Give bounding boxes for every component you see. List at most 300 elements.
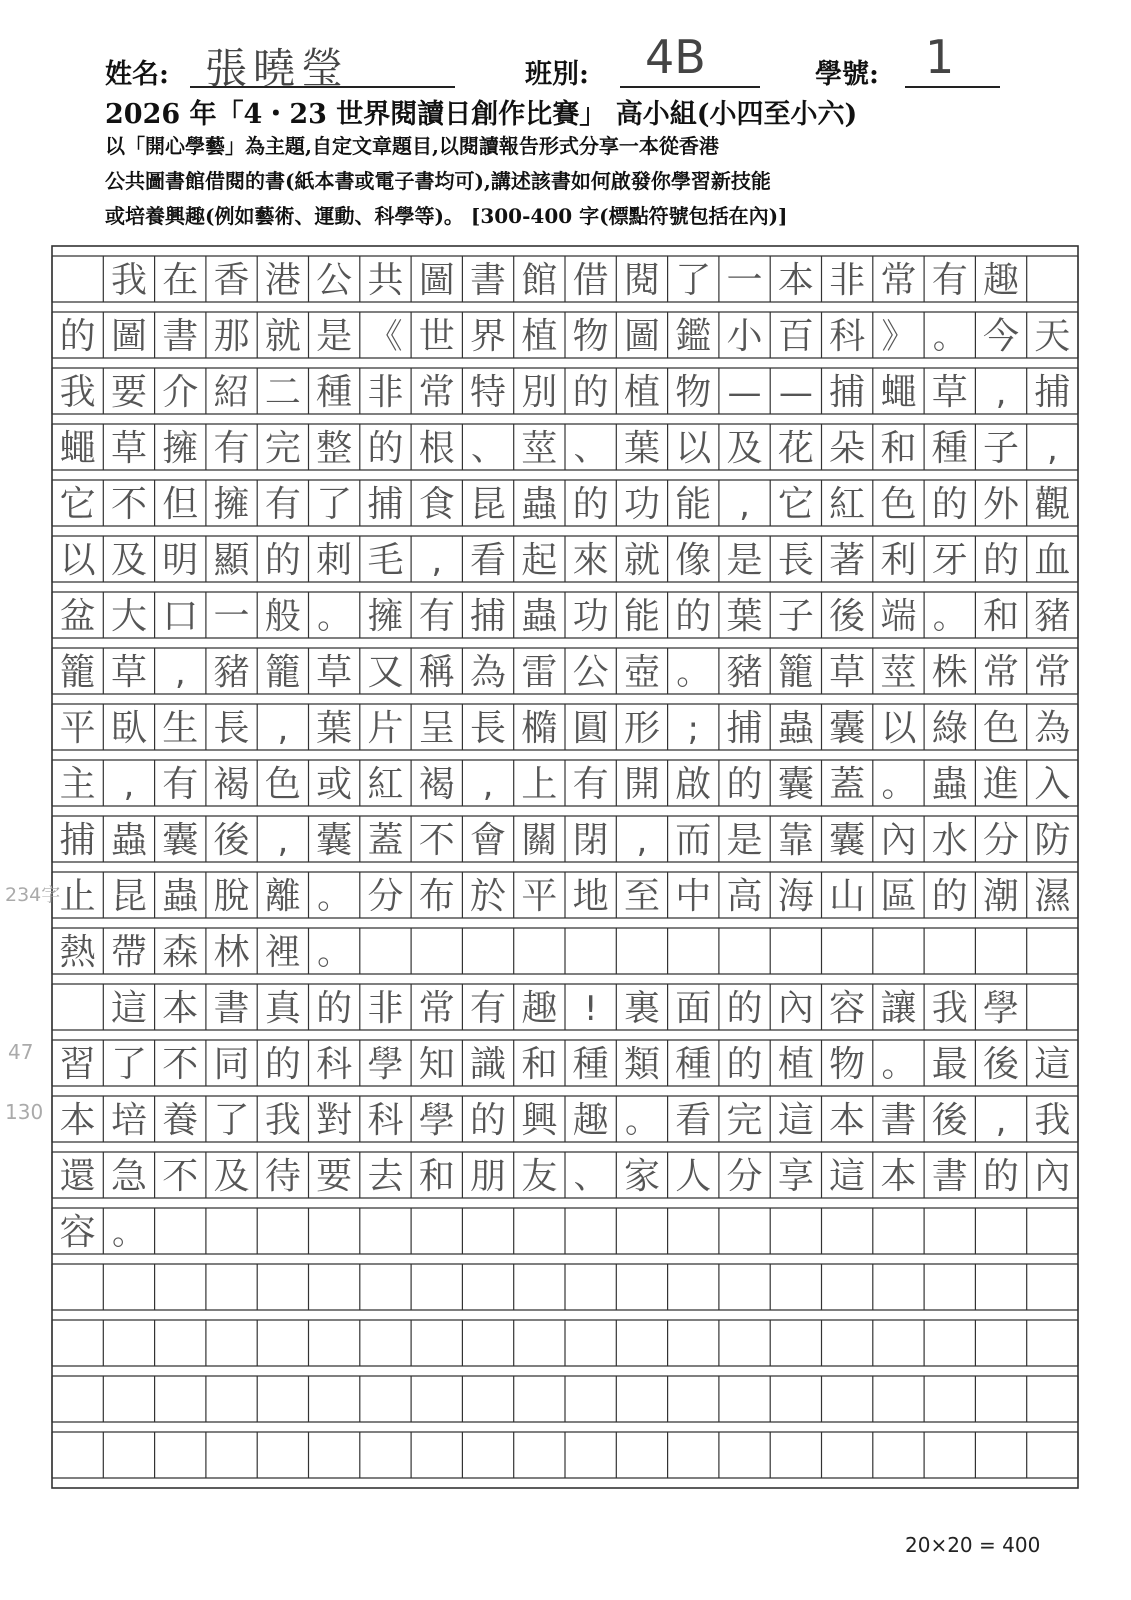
grid-row (52, 536, 1078, 582)
grid-char: 端 (880, 596, 917, 637)
grid-char: 後 (931, 1100, 968, 1141)
grid-char: 褐 (418, 764, 455, 805)
name-label: 姓名: (105, 59, 169, 90)
grid-char: 蓋 (367, 820, 404, 861)
grid-char: 擁 (367, 596, 404, 637)
grid-char: 識 (470, 1044, 507, 1085)
grid-char: 百 (777, 316, 814, 357)
grid-char: 分 (726, 1156, 763, 1197)
grid-char: 港 (264, 260, 301, 301)
grid-char: 和 (418, 1156, 455, 1197)
grid-char: 整 (316, 428, 353, 469)
grid-char: 了 (675, 260, 712, 301)
grid-char: 面 (675, 988, 712, 1029)
grid-char: 香 (213, 260, 250, 301)
grid-char: 捕 (470, 596, 507, 637)
grid-char: 牙 (931, 540, 968, 581)
grid-char: 那 (213, 316, 250, 357)
grid-char: — (778, 373, 813, 413)
grid-char: 。 (317, 933, 352, 973)
grid-char: 常 (983, 652, 1020, 693)
grid-char: 內 (1034, 1156, 1071, 1197)
grid-char: 要 (110, 372, 147, 413)
grid-char: 盆 (59, 596, 96, 637)
grid-row (52, 872, 1078, 918)
grid-char: 享 (777, 1156, 814, 1197)
grid-char: 裡 (264, 932, 301, 973)
grid-char: 以 (59, 540, 96, 581)
grid-char: 會 (470, 820, 507, 861)
grid-char: 毛 (367, 540, 404, 581)
grid-row (52, 928, 1078, 974)
grid-char: , (739, 485, 750, 525)
grid-char: , (636, 821, 648, 861)
grid-char: 囊 (316, 820, 353, 861)
grid-char: 大 (110, 596, 147, 637)
grid-char: 子 (777, 596, 814, 637)
grid-char: 去 (367, 1156, 404, 1197)
grid-char: 像 (675, 540, 712, 581)
grid-char: 紅 (367, 764, 404, 805)
grid-char: 的 (726, 764, 763, 805)
grid-char: 了 (213, 1100, 250, 1141)
grid-char: 帶 (110, 932, 147, 973)
grid-char: 類 (623, 1044, 660, 1085)
grid-row (52, 760, 1078, 806)
grid-row (52, 1152, 1078, 1198)
grid-char: 口 (162, 596, 199, 637)
grid-char: 界 (470, 316, 507, 357)
grid-char: 本 (59, 1100, 96, 1141)
grid-char: 熱 (59, 932, 96, 973)
grid-char: 上 (521, 764, 558, 805)
grid-char: 不 (162, 1156, 199, 1197)
grid-char: 進 (983, 764, 1020, 805)
grid-char: 特 (470, 372, 507, 413)
grid-char: 但 (162, 484, 199, 525)
grid-char: 我 (264, 1100, 301, 1141)
grid-char: 及 (726, 428, 763, 469)
grid-char: 為 (470, 652, 507, 693)
grid-char: 我 (110, 260, 147, 301)
grid-char: , (995, 1101, 1007, 1141)
grid-char: 草 (110, 652, 147, 693)
grid-char: 關 (521, 820, 558, 861)
grid-char: 囊 (162, 820, 199, 861)
grid-char: 、 (573, 429, 608, 469)
grid-char: 它 (777, 484, 814, 525)
grid-char: — (727, 373, 762, 413)
grid-char: 在 (162, 260, 199, 301)
class-value: 4B (645, 30, 706, 84)
grid-char: 昆 (110, 876, 147, 917)
grid-char: 這 (1034, 1044, 1071, 1085)
grid-char: 而 (675, 820, 712, 861)
grid-char: 莖 (521, 428, 558, 469)
grid-char: 就 (264, 316, 301, 357)
grid-char: 種 (675, 1044, 712, 1085)
grid-char: 色 (983, 708, 1020, 749)
grid-char: 囊 (829, 708, 866, 749)
grid-row (52, 1208, 1078, 1254)
grid-char: 、 (471, 429, 506, 469)
grid-char: 種 (572, 1044, 609, 1085)
grid-char: 至 (623, 876, 660, 917)
grid-char: 不 (162, 1044, 199, 1085)
grid-char: 囊 (829, 820, 866, 861)
grid-char: 長 (470, 708, 507, 749)
grid-char: 蟲 (110, 820, 147, 861)
grid-char: 和 (983, 596, 1020, 637)
grid-row (52, 368, 1078, 414)
grid-char: 鑑 (675, 316, 712, 357)
grid-char: 常 (880, 260, 917, 301)
grid-char: 的 (931, 484, 968, 525)
grid-char: 學 (983, 988, 1020, 1029)
grid-char: 蟲 (521, 484, 558, 525)
grid-char: 植 (521, 316, 558, 357)
grid-char: 植 (777, 1044, 814, 1085)
grid-char: 的 (367, 428, 404, 469)
grid-char: , (1046, 429, 1058, 469)
grid-char: 容 (829, 988, 866, 1029)
grid-char: 一 (726, 260, 763, 301)
grid-char: 非 (367, 372, 404, 413)
grid-char: 非 (367, 988, 404, 1029)
grid-row (52, 424, 1078, 470)
grid-char: 的 (264, 1044, 301, 1085)
grid-char: 最 (931, 1044, 968, 1085)
grid-char: 書 (162, 316, 199, 357)
grid-char: 水 (931, 820, 968, 861)
grid-row (52, 256, 1078, 302)
grid-row (52, 480, 1078, 526)
grid-char: 又 (367, 652, 404, 693)
grid-char: 學 (418, 1100, 455, 1141)
grid-char: 草 (316, 652, 353, 693)
grid-char: 學 (367, 1044, 404, 1085)
grid-char: 顯 (213, 540, 250, 581)
grid-char: 急 (110, 1156, 147, 1197)
grid-char: 圖 (418, 260, 455, 301)
grid-char: , (277, 821, 289, 861)
grid-char: 和 (521, 1044, 558, 1085)
grid-char: 待 (264, 1156, 301, 1197)
grid-char: 高 (726, 876, 763, 917)
grid-char: 圖 (623, 316, 660, 357)
grid-char: 。 (881, 765, 916, 805)
grid-char: 觀 (1034, 484, 1071, 525)
grid-char: 的 (931, 876, 968, 917)
grid-char: 書 (213, 988, 250, 1029)
grid-char: 。 (881, 1045, 916, 1085)
grid-char: 是 (316, 316, 353, 357)
grid-char: 臥 (110, 708, 147, 749)
grid-char: 擁 (213, 484, 250, 525)
grid-char: 朋 (470, 1156, 507, 1197)
grid-char: 圖 (110, 316, 147, 357)
grid-char: 小 (726, 316, 763, 357)
grid-row (52, 648, 1078, 694)
grid-char: 食 (418, 484, 455, 525)
grid-char: 靠 (777, 820, 814, 861)
grid-char: 片 (367, 708, 404, 749)
grid-char: 的 (264, 540, 301, 581)
grid-row (52, 816, 1078, 862)
grid-char: 常 (1034, 652, 1071, 693)
grid-char: 籠 (59, 652, 96, 693)
name-value: 張曉瑩 (205, 44, 350, 93)
student-no-label: 學號: (815, 59, 879, 90)
grid-char: 閱 (623, 260, 660, 301)
grid-char: 以 (675, 428, 712, 469)
grid-char: 草 (931, 372, 968, 413)
grid-char: 豬 (726, 652, 763, 693)
instruction-line-1: 以「開心學藝」為主題,自定文章題目,以閱讀報告形式分享一本從香港 (105, 134, 719, 158)
grid-char: 完 (726, 1100, 763, 1141)
grid-char: 有 (470, 988, 507, 1029)
grid-char: 的 (59, 316, 96, 357)
grid-char: 蟲 (777, 708, 814, 749)
grid-char: ; (687, 709, 699, 749)
grid-char: 分 (367, 876, 404, 917)
grid-row (52, 1264, 1078, 1310)
grid-char: 稱 (418, 652, 455, 693)
grid-char: 起 (521, 540, 558, 581)
grid-char: 同 (213, 1044, 250, 1085)
grid-char: 濕 (1034, 876, 1071, 917)
grid-char: 培 (110, 1100, 147, 1141)
grid-char: 真 (264, 988, 301, 1029)
grid-char: 花 (777, 428, 814, 469)
grid-char: 明 (162, 540, 199, 581)
grid-char: 》 (881, 317, 916, 357)
grid-char: 長 (777, 540, 814, 581)
grid-char: 天 (1034, 316, 1071, 357)
grid-char: 形 (623, 708, 660, 749)
grid-row (52, 984, 1078, 1030)
grid-char: 止 (59, 876, 96, 917)
grid-char: 非 (829, 260, 866, 301)
grid-char: 長 (213, 708, 250, 749)
instruction-line-3: 或培養興趣(例如藝術、運動、科學等)。 [300-400 字(標點符號包括在內)] (105, 204, 788, 228)
grid-char: 的 (726, 988, 763, 1029)
grid-char: 看 (470, 540, 507, 581)
instruction-line-2: 公共圖書館借閱的書(紙本書或電子書均可),講述該書如何啟發你學習新技能 (105, 169, 771, 193)
grid-char: 不 (110, 484, 147, 525)
grid-char: 完 (264, 428, 301, 469)
grid-char: 知 (418, 1044, 455, 1085)
grid-char: 生 (162, 708, 199, 749)
grid-char: 不 (418, 820, 455, 861)
grid-char: 株 (931, 652, 968, 693)
grid-char: 對 (316, 1100, 353, 1141)
grid-char: 看 (675, 1100, 712, 1141)
grid-char: 莖 (880, 652, 917, 693)
grid-char: 常 (418, 372, 455, 413)
grid-char: 植 (623, 372, 660, 413)
grid-char: 物 (829, 1044, 866, 1085)
grid-char: 有 (264, 484, 301, 525)
grid-char: 的 (983, 540, 1020, 581)
grid-char: 趣 (572, 1100, 609, 1141)
grid-char: 紅 (829, 484, 866, 525)
grid-char: 友 (521, 1156, 558, 1197)
grid-char: 利 (880, 540, 917, 581)
grid-char: 擁 (162, 428, 199, 469)
grid-char: , (174, 653, 186, 693)
grid-char: 世 (418, 316, 455, 357)
grid-char: 圓 (572, 708, 609, 749)
grid-row (52, 592, 1078, 638)
grid-char: 於 (470, 876, 507, 917)
grid-char: 色 (880, 484, 917, 525)
grid-char: 功 (572, 596, 609, 637)
grid-char: 。 (932, 317, 967, 357)
grid-char: 種 (931, 428, 968, 469)
grid-char: 森 (162, 932, 199, 973)
grid-char: 脫 (213, 876, 250, 917)
grid-char: , (995, 373, 1007, 413)
grid-char: 草 (110, 428, 147, 469)
grid-char: 昆 (470, 484, 507, 525)
grid-char: 的 (316, 988, 353, 1029)
grid-char: 入 (1034, 764, 1071, 805)
grid-char: 有 (418, 596, 455, 637)
grid-char: 蓋 (829, 764, 866, 805)
grid-char: ! (583, 989, 598, 1029)
grid-char: 一 (213, 596, 250, 637)
grid-char: 籠 (777, 652, 814, 693)
grid-char: 、 (573, 1157, 608, 1197)
grid-char: 這 (777, 1100, 814, 1141)
grid-char: 中 (675, 876, 712, 917)
grid-char: 葉 (726, 596, 763, 637)
grid-char: 橢 (521, 708, 558, 749)
grid-char: 有 (213, 428, 250, 469)
grid-char: 後 (213, 820, 250, 861)
grid-char: 捕 (1034, 372, 1071, 413)
grid-char: 為 (1034, 708, 1071, 749)
grid-char: 後 (829, 596, 866, 637)
grid-char: 借 (572, 260, 609, 301)
grid-char: 本 (880, 1156, 917, 1197)
grid-char: 的 (675, 596, 712, 637)
student-no-value: 1 (925, 30, 955, 84)
grid-char: 山 (829, 876, 866, 917)
grid-char: 種 (316, 372, 353, 413)
grid-char: 防 (1034, 820, 1071, 861)
grid-char: 我 (1034, 1100, 1071, 1141)
grid-char: 別 (521, 372, 558, 413)
grid-char: , (431, 541, 443, 581)
grid-char: 還 (59, 1156, 96, 1197)
grid-char: 它 (59, 484, 96, 525)
grid-char: 容 (59, 1212, 96, 1253)
grid-char: 物 (675, 372, 712, 413)
grid-char: 讓 (880, 988, 917, 1029)
grid-row (52, 1096, 1078, 1142)
grid-char: 綠 (931, 708, 968, 749)
grid-char: 趣 (983, 260, 1020, 301)
grid-char: 刺 (316, 540, 353, 581)
grid-char: 蠅 (880, 372, 917, 413)
grid-char: 離 (264, 876, 301, 917)
grid-char: 根 (418, 428, 455, 469)
grid-char: 捕 (367, 484, 404, 525)
grid-char: 書 (931, 1156, 968, 1197)
grid-char: 有 (162, 764, 199, 805)
grid-char: 林 (213, 932, 250, 973)
grid-char: 科 (829, 316, 866, 357)
grid-char: 的 (470, 1100, 507, 1141)
grid-char: 我 (59, 372, 96, 413)
grid-char: 以 (880, 708, 917, 749)
grid-char: 是 (726, 540, 763, 581)
grid-char: 。 (932, 597, 967, 637)
grid-char: 這 (829, 1156, 866, 1197)
grid-char: 了 (110, 1044, 147, 1085)
grid-char: 色 (264, 764, 301, 805)
grid-row (52, 1376, 1078, 1422)
margin-note-count: 234字 (5, 884, 61, 906)
grid-char: 的 (572, 372, 609, 413)
grid-char: 本 (777, 260, 814, 301)
grid-row (52, 1432, 1078, 1478)
grid-char: 能 (675, 484, 712, 525)
grid-char: 褐 (213, 764, 250, 805)
grid-char: 我 (931, 988, 968, 1029)
grid-char: 內 (777, 988, 814, 1029)
margin-note-130: 130 (5, 1100, 44, 1124)
grid-char: 館 (521, 260, 558, 301)
grid-char: 興 (521, 1100, 558, 1141)
grid-char: 人 (675, 1156, 712, 1197)
grid-char: 蟲 (521, 596, 558, 637)
grid-char: 裏 (623, 988, 660, 1029)
grid-char: 潮 (983, 876, 1020, 917)
grid-char: 。 (624, 1101, 659, 1141)
grid-char: 及 (213, 1156, 250, 1197)
grid-char: 有 (572, 764, 609, 805)
grid-char: 布 (418, 876, 455, 917)
grid-char: 啟 (675, 764, 712, 805)
grid-char: 捕 (726, 708, 763, 749)
grid-char: 要 (316, 1156, 353, 1197)
grid-char: 是 (726, 820, 763, 861)
grid-char: 主 (59, 764, 96, 805)
grid-char: 能 (623, 596, 660, 637)
grid-char: 。 (317, 877, 352, 917)
grid-char: 的 (726, 1044, 763, 1085)
grid-char: 趣 (521, 988, 558, 1029)
grid-char: 常 (418, 988, 455, 1029)
grid-char: 草 (829, 652, 866, 693)
grid-char: 的 (572, 484, 609, 525)
grid-char: 介 (162, 372, 199, 413)
grid-char: 開 (623, 764, 660, 805)
grid-char: 捕 (59, 820, 96, 861)
grid-char: 。 (317, 597, 352, 637)
grid-char: 蟲 (931, 764, 968, 805)
grid-char: 和 (880, 428, 917, 469)
grid-char: 地 (572, 876, 609, 917)
word-count-note: 20×20 = 400 (905, 1533, 1041, 1557)
grid-char: 呈 (418, 708, 455, 749)
grid-char: 朵 (829, 428, 866, 469)
grid-char: 紹 (213, 372, 250, 413)
grid-char: 著 (829, 540, 866, 581)
